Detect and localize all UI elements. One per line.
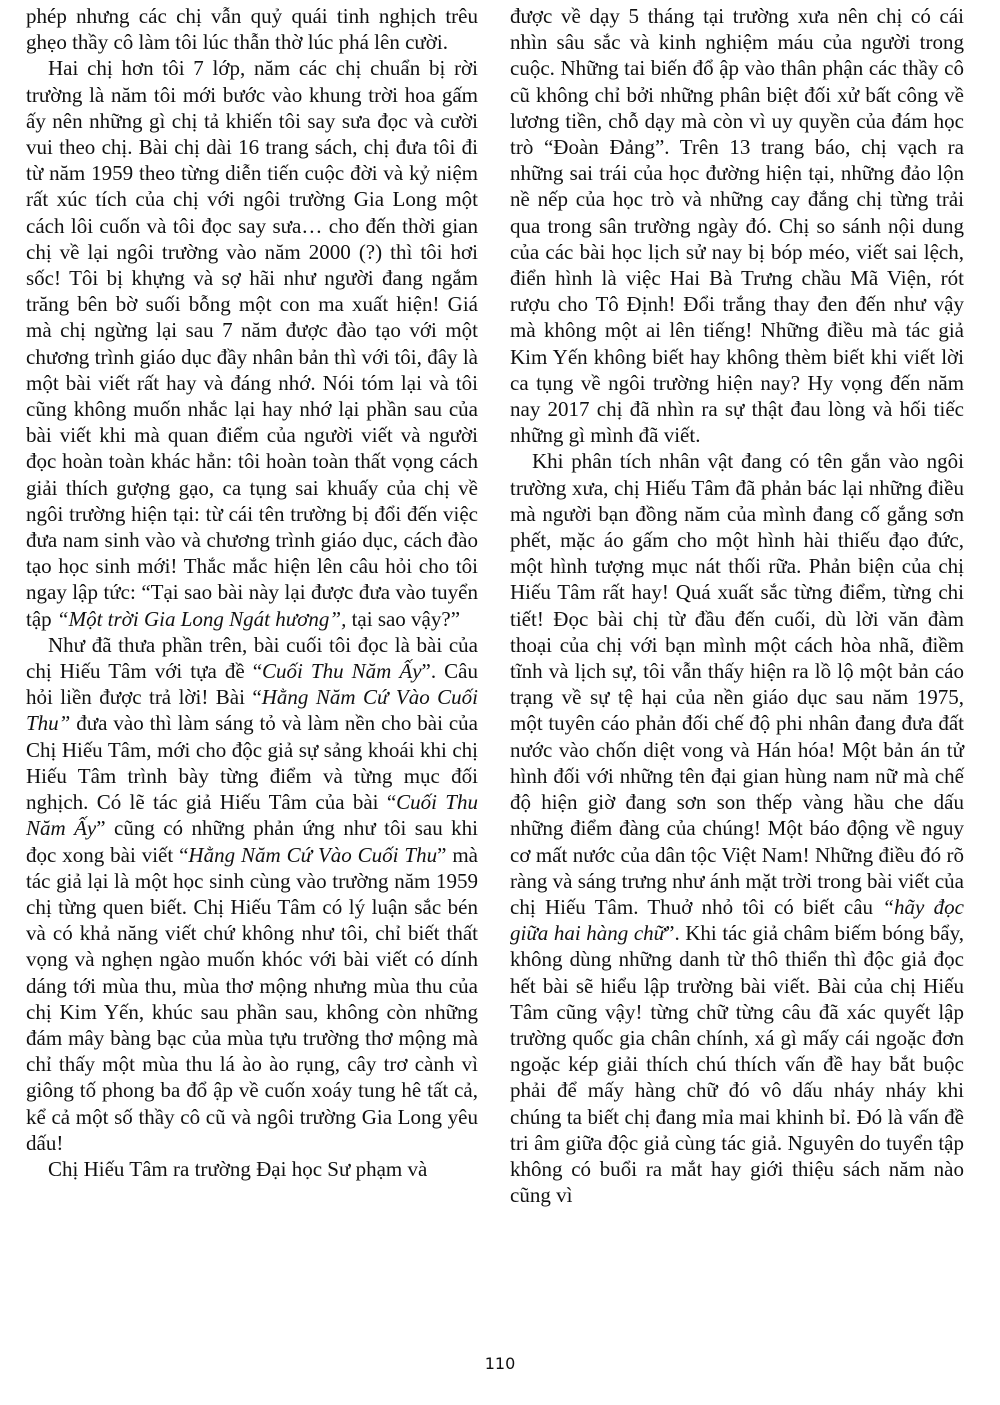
paragraph-text: tại sao vậy?” <box>346 606 461 631</box>
book-title: “Một trời Gia Long Ngát hương”, <box>56 606 347 631</box>
left-text-column <box>26 3 478 1182</box>
paragraph-text: Như đã thưa phần trên, bài cuối tôi đọc là bài của chị Hiếu Tâm với tựa đề “ <box>26 632 478 684</box>
article-title: Cuối Thu Năm Ấy <box>26 790 478 841</box>
paragraph-text: ”. Câu hỏi liền được trả lời! Bài “ <box>26 659 478 710</box>
article-title: Hằng Năm Cứ Vào Cuối Thu” <box>26 685 479 736</box>
article-title: Cuối Thu Năm Ấy <box>262 659 422 684</box>
paragraph <box>26 3 478 55</box>
paragraph-text: đưa vào thì làm sáng tỏ và làm nền cho bài của Chị Hiếu Tâm, mới cho độc giả sự sảng khoái khi chị Hiếu Tâm trình bày từng điểm và từng mục đối nghịch. Có lẽ tác giả Hiếu Tâm của bài “ <box>26 711 478 815</box>
paragraph-text: Chị Hiếu Tâm ra trường Đại học Sư phạm và <box>48 1156 428 1181</box>
paragraph-text: ” cũng có những phản ứng như tôi sau khi đọc xong bài viết “ <box>26 816 478 867</box>
paragraph-text: ” mà tác giả lại là một học sinh cùng vào trường năm 1959 chị từng quen biết. Chị Hiếu Tâm có lý luận sắc bén và có khả năng viết chứ không như tôi, chỉ biết thất vọng và nghẹn ngào muốn khóc với bài viết có dính dáng tới mùa thu, mùa thơ mộng nhưng mùa thu của chị Kim Yến, khúc sau phần sau, không còn những đám mây bàng bạc của mùa tựu trường thơ mộng mà chỉ thấy một mùa thu lá ào ào rụng, cây trơ cành vì giông tố phong ba đổ ập về cuốn xoáy tung hê tất cả, kể cả một số thầy cô cũ và ngôi trường Gia Long yêu dấu! <box>26 842 478 1155</box>
paragraph-text: phép nhưng các chị vẫn quỷ quái tinh nghịch trêu ghẹo thầy cô làm tôi lúc thẫn thờ lúc phá lên cười. <box>26 4 478 55</box>
paragraph <box>26 1156 478 1182</box>
paragraph-text: được về dạy 5 tháng tại trường xưa nên chị có cái nhìn sâu sắc và kinh nghiệm máu của người trong cuộc. Những tai biến đổ ập vào thân phận các thầy cô cũ không chỉ bởi những phân biệt đối xử bất công về lương tiền, chỗ dạy mà còn vì uy quyền của đám học trò “Đoàn Đảng”. Trên 13 trang báo, chị vạch ra những sai trái của học đường hiện tại, những đảo lộn nề nếp của học trò và những cay đắng chị từng trải qua trong sân trường ngày đó. Chị so sánh nội dung của các bài học lịch sử nay bị bóp méo, viết sai lệch, điển hình là việc Hai Bà Trưng chầu Mã Viện, rót rượu cho Tô Định! Đổi trắng thay đen đến như vậy mà không một ai lên tiếng! Những điều mà tác giả Kim Yến không biết hay không thèm biết khi viết lời ca tụng về ngôi trường hiện nay? Hy vọng đến năm nay 2017 chị đã nhìn ra sự thật đau lòng và hối tiếc những gì mình đã viết. <box>510 4 964 448</box>
page-number: 110 <box>484 1354 516 1373</box>
paragraph <box>510 3 964 448</box>
paragraph-text: ”. Khi tác giả châm biếm bóng bẩy, không dùng những danh từ thô thiển thì độc giả đọc hết bài sẽ hiểu lập trường bài viết. Bài của chị Hiếu Tâm cũng vậy! từng chữ từng câu đã xác quyết lập trường quốc gia chân chính, xá gì mấy cái ngoặc đơn ngoặc kép giải thích chú thích vấn đề hay bắt buộc phải để mấy hàng chữ đó vô dấu nháy nháy khi chúng ta biết chị đang mỉa mai khinh bỉ. Đó là vấn đề tri âm giữa độc giả cùng tác giả. Nguyên do tuyển tập không có buổi ra mắt hay giới thiệu sách năm nào cũng vì <box>510 921 965 1208</box>
quoted-saying: “hãy đọc giữa hai hàng chữ <box>510 894 964 946</box>
article-title: Hằng Năm Cứ Vào Cuối Thu <box>188 842 438 867</box>
paragraph-text: Khi phân tích nhân vật đang có tên gắn vào ngôi trường xưa, chị Hiếu Tâm đã phản bác lại những điều mà người bạn đồng năm của mình đang cố gắng sơn phết, mặc áo gấm cho một hình hài thiếu đạo đức, một hình tượng mục nát thối rữa. Phản biện của chị Hiếu Tâm rất hay! Quá xuất sắc từng điểm, từng chi tiết! Đọc bài chị từ đầu đến cuối, dù lời văn đàm thoại của chị với bạn mình một cách hòa nhã, điềm tĩnh và lịch sự, tôi vẫn thấy hiện ra lồ lộ một bản cáo trạng về sự tệ hại của nền giáo dục sau năm 1975, một tuyên cáo phản đối chế độ phi nhân đang đưa đất nước vào chốn diệt vong và Hán hóa! Một bản án tử hình đối với những tên đại gian hùng nam nữ mà chế độ hiện giờ đang sơn son thếp vàng hầu che dấu những điểm đàng của chúng! Một báo động về nguy cơ mất nước của dân tộc Việt Nam! Những điều đó rõ ràng và sáng trưng như ánh mặt trời trong bài viết của chị Hiếu Tâm. Thuở nhỏ tôi có biết câu <box>510 449 964 919</box>
right-text-column <box>510 3 964 1208</box>
paragraph <box>26 632 478 1156</box>
paragraph <box>510 448 964 1208</box>
paragraph <box>26 55 478 631</box>
paragraph-text: Hai chị hơn tôi 7 lớp, năm các chị chuẩn bị rời trường là năm tôi mới bước vào khung trời hoa gấm ấy nên những gì chị tả khiến tôi say sưa đọc và cười vui theo chị. Bài chị dài 16 trang sách, chị đưa tôi đi từ năm 1959 theo từng diễn tiến cuộc đời và kỷ niệm rất xúc tích của chị với ngôi trường Gia Long một cách lôi cuốn và tôi đọc say sưa… cho đến thời gian chị về lại ngôi trường vào năm 2000 (?) thì tôi hơi sốc! Tôi bị khựng và sợ hãi như người đang ngắm trăng bên bờ suối bỗng một con ma xuất hiện! Giá mà chị ngừng lại sau 7 năm được đào tạo với một chương trình giáo dục đầy nhân bản thì với tôi, đây là một bài viết rất hay và đáng nhớ. Nói tóm lại và tôi cũng không muốn nhắc lại hay nhớ lại phần sau của bài viết khi mà quan điểm của người viết và người đọc hoàn toàn khác hẳn: tôi hoàn toàn thất vọng cách giải thích gượng gạo, ca tụng sai khuấy của chị về ngôi trường hiện tại: từ cái tên trường bị đổi đến việc đưa nam sinh vào và chương trình giáo dục, cách đào tạo học sinh mới! Thắc mắc hiện lên câu hỏi cho tôi ngay lập tức: “Tại sao bài này lại được đưa vào tuyển tập <box>26 56 478 631</box>
